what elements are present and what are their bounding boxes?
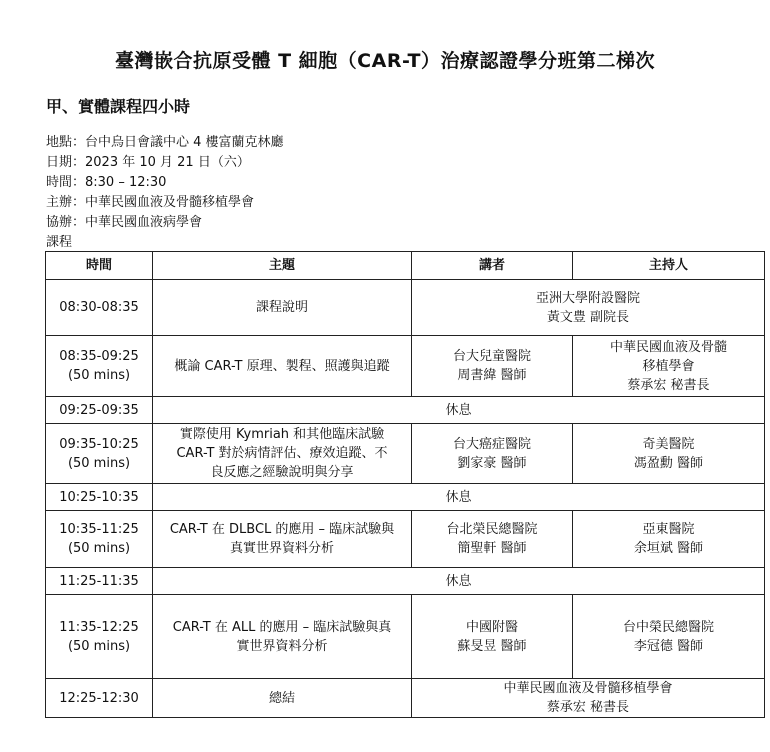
break-label: 休息 <box>153 484 765 511</box>
table-row <box>46 424 765 484</box>
header-speaker: 講者 <box>412 252 573 280</box>
time-range: 10:35-11:25 <box>59 522 139 537</box>
session-time <box>46 595 153 679</box>
session-host <box>573 595 765 679</box>
time-range: 09:35-10:25 <box>59 436 139 452</box>
session-time <box>46 336 153 397</box>
duration: (50 mins) <box>67 638 131 654</box>
session-topic: 課程說明 <box>153 280 412 336</box>
topic-line: 實際使用 Kymriah 和其他臨床試驗 <box>179 427 385 442</box>
session-time: 12:25-12:30 <box>46 679 153 718</box>
speaker-affiliation: 亞洲大學附設醫院 <box>535 290 640 306</box>
topic-line: CAR-T 在 ALL 的應用 – 臨床試驗與真 <box>172 619 392 635</box>
session-speaker-host <box>412 280 765 336</box>
header-topic: 主題 <box>153 252 412 280</box>
speaker-name: 劉家豪 醫師 <box>457 455 527 471</box>
course-label: 課程 <box>46 235 73 250</box>
host-name: 馮盈勳 醫師 <box>633 455 704 471</box>
topic-line: 真實世界資料分析 <box>229 541 334 556</box>
speaker-name: 蔡承宏 秘書長 <box>546 700 630 715</box>
session-host <box>573 336 765 397</box>
host-name: 蔡承宏 秘書長 <box>627 377 710 393</box>
table-row <box>46 568 765 595</box>
table-row <box>46 280 765 336</box>
section-heading: 甲、實體課程四小時 <box>46 97 191 116</box>
duration: (50 mins) <box>67 368 131 383</box>
duration: (50 mins) <box>67 541 131 556</box>
date-line: 日期：2023 年 10 月 21 日（六） <box>46 155 250 170</box>
location-line: 地點：台中烏日會議中心 4 樓富蘭克林廳 <box>46 135 284 150</box>
table-row <box>46 511 765 568</box>
time-range: 08:35-09:25 <box>59 349 139 364</box>
host-affiliation-cont: 移植學會 <box>642 358 695 374</box>
host-affiliation: 中華民國血液及骨髓 <box>609 339 727 355</box>
session-speaker <box>412 424 573 484</box>
session-speaker <box>412 511 573 568</box>
speaker-affiliation: 中國附醫 <box>465 619 518 635</box>
host-affiliation: 奇美醫院 <box>642 436 695 452</box>
organizer-line: 主辦：中華民國血液及骨髓移植學會 <box>46 195 255 210</box>
session-speaker <box>412 336 573 397</box>
speaker-affiliation: 台北榮民總醫院 <box>446 522 538 537</box>
table-row <box>46 336 765 397</box>
header-host: 主持人 <box>573 252 765 280</box>
host-name: 李冠德 醫師 <box>633 638 704 654</box>
speaker-affiliation: 台大兒童醫院 <box>452 349 531 364</box>
session-time <box>46 511 153 568</box>
header-time: 時間 <box>46 252 153 280</box>
session-time: 09:25-09:35 <box>46 397 153 424</box>
time-line: 時間：8:30 – 12:30 <box>46 175 167 190</box>
break-label: 休息 <box>153 568 765 595</box>
session-topic <box>153 511 412 568</box>
session-speaker <box>412 595 573 679</box>
session-topic: 概論 CAR-T 原理、製程、照護與追蹤 <box>153 336 412 397</box>
table-row <box>46 484 765 511</box>
host-name: 余垣斌 醫師 <box>633 541 704 556</box>
time-range: 11:35-12:25 <box>59 619 139 635</box>
speaker-name: 蘇旻昱 醫師 <box>457 638 527 654</box>
co-organizer-line: 協辦：中華民國血液病學會 <box>46 215 203 230</box>
session-topic <box>153 595 412 679</box>
table-header-row <box>46 252 765 280</box>
host-affiliation: 台中榮民總醫院 <box>622 619 714 635</box>
topic-line: CAR-T 對於病情評估、療效追蹤、不 <box>176 446 388 461</box>
document-title: 臺灣嵌合抗原受體 T 細胞（CAR-T）治療認證學分班第二梯次 <box>114 50 656 72</box>
speaker-name: 簡聖軒 醫師 <box>457 541 527 556</box>
session-topic: 總結 <box>153 679 412 718</box>
break-label: 休息 <box>153 397 765 424</box>
topic-line: 實世界資料分析 <box>236 638 328 654</box>
speaker-affiliation: 台大癌症醫院 <box>452 436 531 452</box>
session-host <box>573 424 765 484</box>
session-time: 11:25-11:35 <box>46 568 153 595</box>
duration: (50 mins) <box>67 455 131 471</box>
table-row <box>46 397 765 424</box>
session-host <box>573 511 765 568</box>
event-info <box>46 133 284 253</box>
schedule-table <box>45 251 765 718</box>
session-time <box>46 424 153 484</box>
table-row <box>46 679 765 718</box>
session-speaker-host <box>412 679 765 718</box>
session-time: 08:30-08:35 <box>46 280 153 336</box>
table-row <box>46 595 765 679</box>
speaker-name: 周書緯 醫師 <box>457 368 527 383</box>
speaker-name: 黃文豊 副院長 <box>546 309 630 325</box>
session-time: 10:25-10:35 <box>46 484 153 511</box>
topic-line: CAR-T 在 DLBCL 的應用 – 臨床試驗與 <box>169 522 395 537</box>
session-topic <box>153 424 412 484</box>
topic-line: 良反應之經驗說明與分享 <box>210 465 354 480</box>
host-affiliation: 亞東醫院 <box>642 522 695 537</box>
speaker-affiliation: 中華民國血液及骨髓移植學會 <box>503 681 673 696</box>
